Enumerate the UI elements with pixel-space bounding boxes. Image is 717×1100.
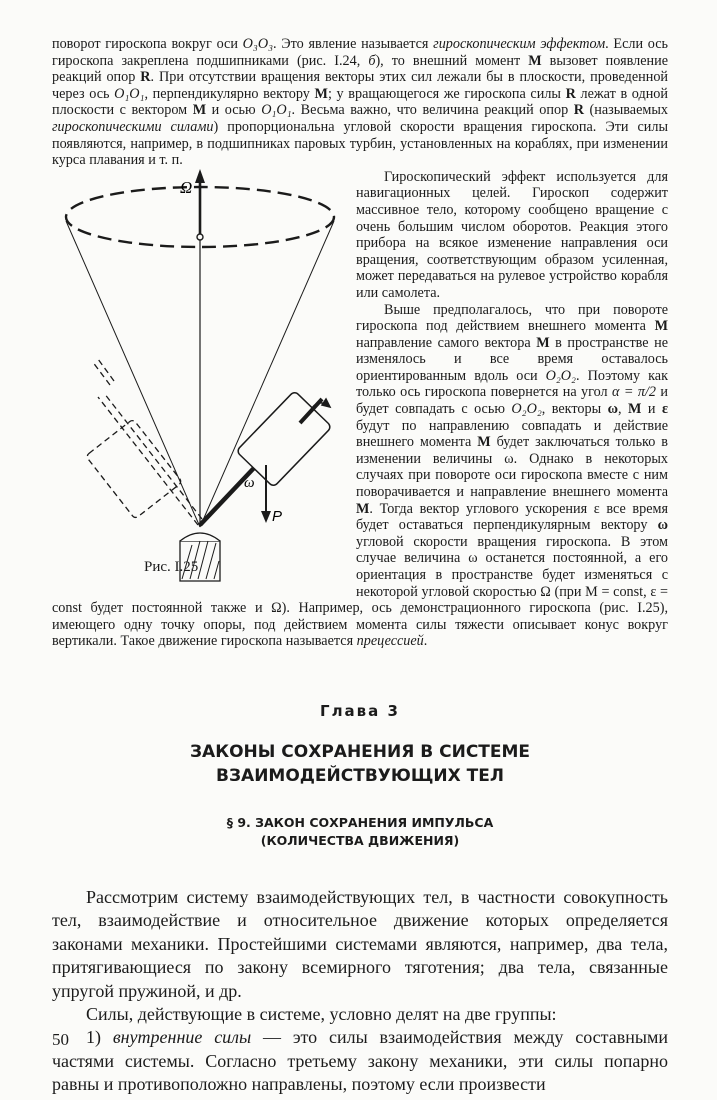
figure-caption: Рис. I.25	[144, 558, 199, 575]
cone-left-line	[66, 221, 200, 527]
page	[52, 36, 668, 1097]
label-omega-big: Ω	[180, 177, 193, 197]
navigation-paragraph: Гироскопический эффект используется для навигационных целей. Гироскоп содержит массивное тело, которому сообщено вращение с очень большим числом оборотов. Реакция этого прибора на всякое изменение направления оси вращения, соответствующим образом усиленная, может передаваться на рулевое устройство корабля или самолета.	[356, 168, 668, 301]
body-text	[52, 886, 668, 1097]
top-block	[52, 36, 668, 169]
section-heading-line-2: (КОЛИЧЕСТВА ДВИЖЕНИЯ)	[260, 832, 460, 848]
chapter-title-line-1: ЗАКОНЫ СОХРАНЕНИЯ В СИСТЕМЕ	[189, 741, 531, 762]
gyroscope-diagram	[52, 169, 348, 587]
chapter-title-line-2: ВЗАИМОДЕЙСТВУЮЩИХ ТЕЛ	[216, 765, 504, 786]
body-paragraph-2: Силы, действующие в системе, условно делят на две группы:	[86, 1004, 557, 1024]
body-paragraph-1: Рассмотрим систему взаимодействующих тел, в частности совокупность тел, взаимодействие и относительное движение которых определяется законами механики. Простейшими системами являются, например, два тела, притягивающиеся по закону всемирного тяготения; два тела, связанные упругой пружиной, и др.	[52, 886, 668, 1001]
label-omega-small: ω	[244, 474, 255, 491]
figure-i25	[52, 169, 348, 587]
omega-arrowhead	[195, 169, 205, 183]
precession-paragraph: Выше предполагалось, что при повороте гироскопа под действием внешнего момента M направление самого вектора M в пространстве не изменялось и все время оставалось ориентированным вдоль оси O₂O₂. Поэтому как только ось гироскопа повернется на угол α = π/2 и будет совпадать с осью O₂O₂, векторы ω, M и ε будут по направлению совпадать и действие внешнего момента M будет заключаться только в изменении величины ω. Однако в некоторых случаях при повороте оси гироскопа вместе с ним поворачивается и направление внешнего момента M. Тогда вектор углового ускорения ε все время будет оставаться перпендикулярным вектору ω угловой скорости вращения гироскопа. В этом случае величина ω останется постоянной, а его ориентация в пространстве будет изменяться с некоторой угловой скоростью Ω (при M = const, ε = const будет постоянной также и Ω). Например, ось демонстрационного гироскопа (рис. I.25), имеющего одну точку опоры, под действием момента силы тяжести описывает конус вокруг вертикали. Такое движение гироскопа называется прецессией.	[52, 301, 669, 650]
force-p-arrowhead	[261, 511, 271, 523]
gyro-effect-paragraph: поворот гироскопа вокруг оси O₃O₃. Это явление называется гироскопическим эффектом. Если ось гироскопа закреплена подшипниками (рис. I.24, б), то внешний момент M вызовет появление реакций опор R. При отсутствии вращения векторы этих сил лежали бы в плоскости, проведенной через ось O₁O₁, перпендикулярно вектору M; у вращающегося же гироскопа силы R лежат в одной плоскости с вектором M и осью O₁O₁. Весьма важно, что величина реакций опор R (называемых гироскопическими силами) пропорциональна угловой скорости вращения гироскопа. Эти силы появляются, например, в подшипниках паровых турбин, установленных на кораблях, при изменении курса плавания и т. п.	[52, 36, 669, 169]
section-heading-line-1: § 9. ЗАКОН СОХРАНЕНИЯ ИМПУЛЬСА	[226, 814, 494, 830]
chapter-label: Глава 3	[320, 701, 400, 720]
label-force-p: P	[272, 507, 283, 525]
section-heading	[52, 814, 668, 850]
figure-wrap	[52, 169, 668, 650]
gyro-ghost	[86, 359, 202, 525]
chapter-title	[52, 740, 668, 788]
body-paragraph-3: 1) внутренние силы — это силы взаимодействия между составными частями системы. Согласно третьему закону механики, эти силы попарно равны и противоположно направлены, поэтому если произвести	[52, 1027, 668, 1095]
page-number: 50	[52, 1030, 69, 1049]
support-top	[180, 533, 220, 541]
omega-origin	[197, 234, 203, 240]
